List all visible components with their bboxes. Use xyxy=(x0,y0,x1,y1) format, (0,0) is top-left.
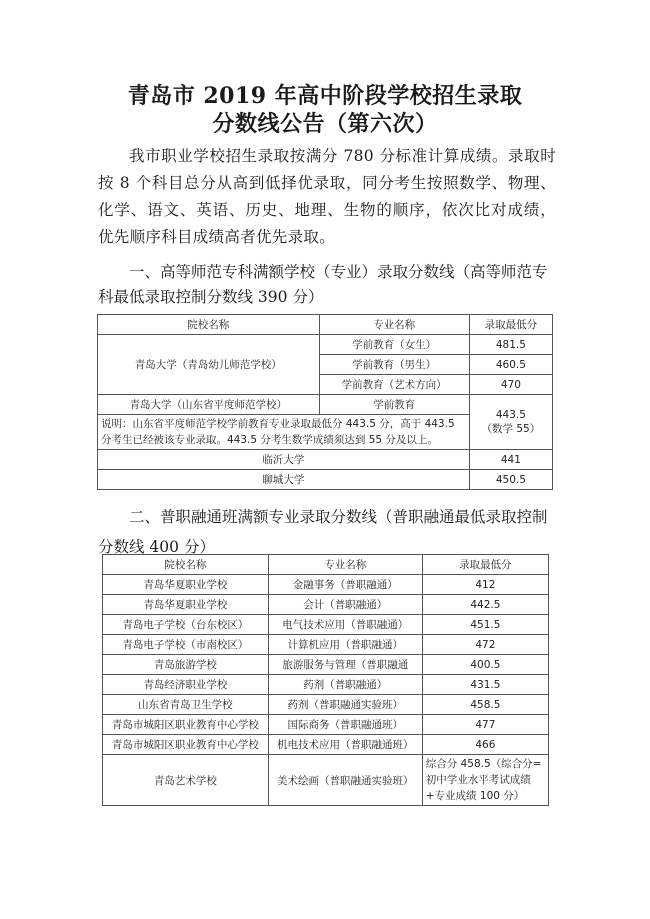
cell-school: 青岛旅游学校 xyxy=(103,655,269,675)
cell-score: 472 xyxy=(422,635,548,655)
cell-major: 金融事务（普职融通） xyxy=(268,575,422,595)
table-header-row xyxy=(103,555,549,575)
cell-school: 青岛大学（青岛幼儿师范学校） xyxy=(98,335,320,395)
table-row xyxy=(98,335,553,355)
cell-score: 460.5 xyxy=(469,355,552,375)
cell-school: 青岛电子学校（台东校区） xyxy=(103,615,269,635)
cell-major: 学前教育（女生） xyxy=(319,335,469,355)
cell-score: 466 xyxy=(422,735,548,755)
table-row xyxy=(103,695,549,715)
cell-major: 学前教育（男生） xyxy=(319,355,469,375)
cell-school: 青岛艺术学校 xyxy=(103,755,269,806)
cell-score: 477 xyxy=(422,715,548,735)
header-major: 专业名称 xyxy=(268,555,422,575)
table-row xyxy=(98,470,553,490)
cell-score xyxy=(469,395,552,450)
cell-score: 400.5 xyxy=(422,655,548,675)
cell-school: 聊城大学 xyxy=(98,470,470,490)
cell-score: 431.5 xyxy=(422,675,548,695)
cell-major: 学前教育 xyxy=(319,395,469,415)
header-score: 录取最低分 xyxy=(469,315,552,335)
cell-school: 青岛华夏职业学校 xyxy=(103,595,269,615)
header-school: 院校名称 xyxy=(98,315,320,335)
cell-major: 美术绘画（普职融通实验班） xyxy=(268,755,422,806)
table-row xyxy=(103,595,549,615)
table-row xyxy=(103,635,549,655)
note-cell: 说明：山东省平度师范学校学前教育专业录取最低分 443.5 分，高于 443.5 分考生已经被该专业录取。443.5 分考生数学成绩须达到 55 分及以上。 xyxy=(98,415,470,450)
score-math-note: （数学 55） xyxy=(481,422,541,435)
cell-score: 441 xyxy=(469,450,552,470)
cell-major: 会计（普职融通） xyxy=(268,595,422,615)
cell-major: 国际商务（普职融通班） xyxy=(268,715,422,735)
cell-score: 442.5 xyxy=(422,595,548,615)
cell-school: 青岛市城阳区职业教育中心学校 xyxy=(103,715,269,735)
cell-major: 学前教育（艺术方向） xyxy=(319,375,469,395)
table-row xyxy=(98,395,553,415)
document-title-line2: 分数线公告（第六次） xyxy=(212,111,438,137)
cell-school: 青岛经济职业学校 xyxy=(103,675,269,695)
cell-school: 青岛华夏职业学校 xyxy=(103,575,269,595)
table-row xyxy=(103,735,549,755)
document-title-line1: 青岛市 2019 年高中阶段学校招生录取 xyxy=(127,83,523,109)
score-value: 443.5 xyxy=(495,408,526,421)
cell-score: 综合分 458.5（综合分=初中学业水平考试成绩+专业成绩 100 分） xyxy=(422,755,548,806)
cell-score: 450.5 xyxy=(469,470,552,490)
cell-school: 山东省青岛卫生学校 xyxy=(103,695,269,715)
intro-paragraph: 我市职业学校招生录取按满分 780 分标准计算成绩。录取时按 8 个科目总分从高到低择优录取，同分考生按照数学、物理、化学、语文、英语、历史、地理、生物的顺序，依次比对成绩，优先顺序科目成绩高者优先录取。 xyxy=(98,147,556,246)
header-major: 专业名称 xyxy=(319,315,469,335)
cell-score: 481.5 xyxy=(469,335,552,355)
cell-school: 青岛电子学校（市南校区） xyxy=(103,635,269,655)
section1-heading: 一、高等师范专科满额学校（专业）录取分数线（高等师范专科最低录取控制分数线 390 分） xyxy=(98,263,548,306)
cell-score: 458.5 xyxy=(422,695,548,715)
cell-major: 药剂（普职融通实验班） xyxy=(268,695,422,715)
cell-major: 药剂（普职融通） xyxy=(268,675,422,695)
table-row xyxy=(98,450,553,470)
cell-score: 470 xyxy=(469,375,552,395)
cell-major: 旅游服务与管理（普职融通 xyxy=(268,655,422,675)
table-row xyxy=(103,755,549,806)
cell-score: 451.5 xyxy=(422,615,548,635)
table-row xyxy=(103,615,549,635)
section1-table xyxy=(97,314,553,490)
table-row xyxy=(103,655,549,675)
header-school: 院校名称 xyxy=(103,555,269,575)
cell-major: 电气技术应用（普职融通） xyxy=(268,615,422,635)
table-row xyxy=(103,675,549,695)
cell-major: 机电技术应用（普职融通班） xyxy=(268,735,422,755)
header-score: 录取最低分 xyxy=(422,555,548,575)
table-row xyxy=(103,575,549,595)
section2-heading: 二、普职融通班满额专业录取分数线（普职融通最低录取控制分数线 400 分） xyxy=(98,508,548,556)
cell-school: 青岛市城阳区职业教育中心学校 xyxy=(103,735,269,755)
table-header-row xyxy=(98,315,553,335)
cell-school: 临沂大学 xyxy=(98,450,470,470)
table-row xyxy=(103,715,549,735)
section2-table xyxy=(102,554,549,806)
cell-score: 412 xyxy=(422,575,548,595)
cell-school: 青岛大学（山东省平度师范学校） xyxy=(98,395,320,415)
cell-major: 计算机应用（普职融通） xyxy=(268,635,422,655)
